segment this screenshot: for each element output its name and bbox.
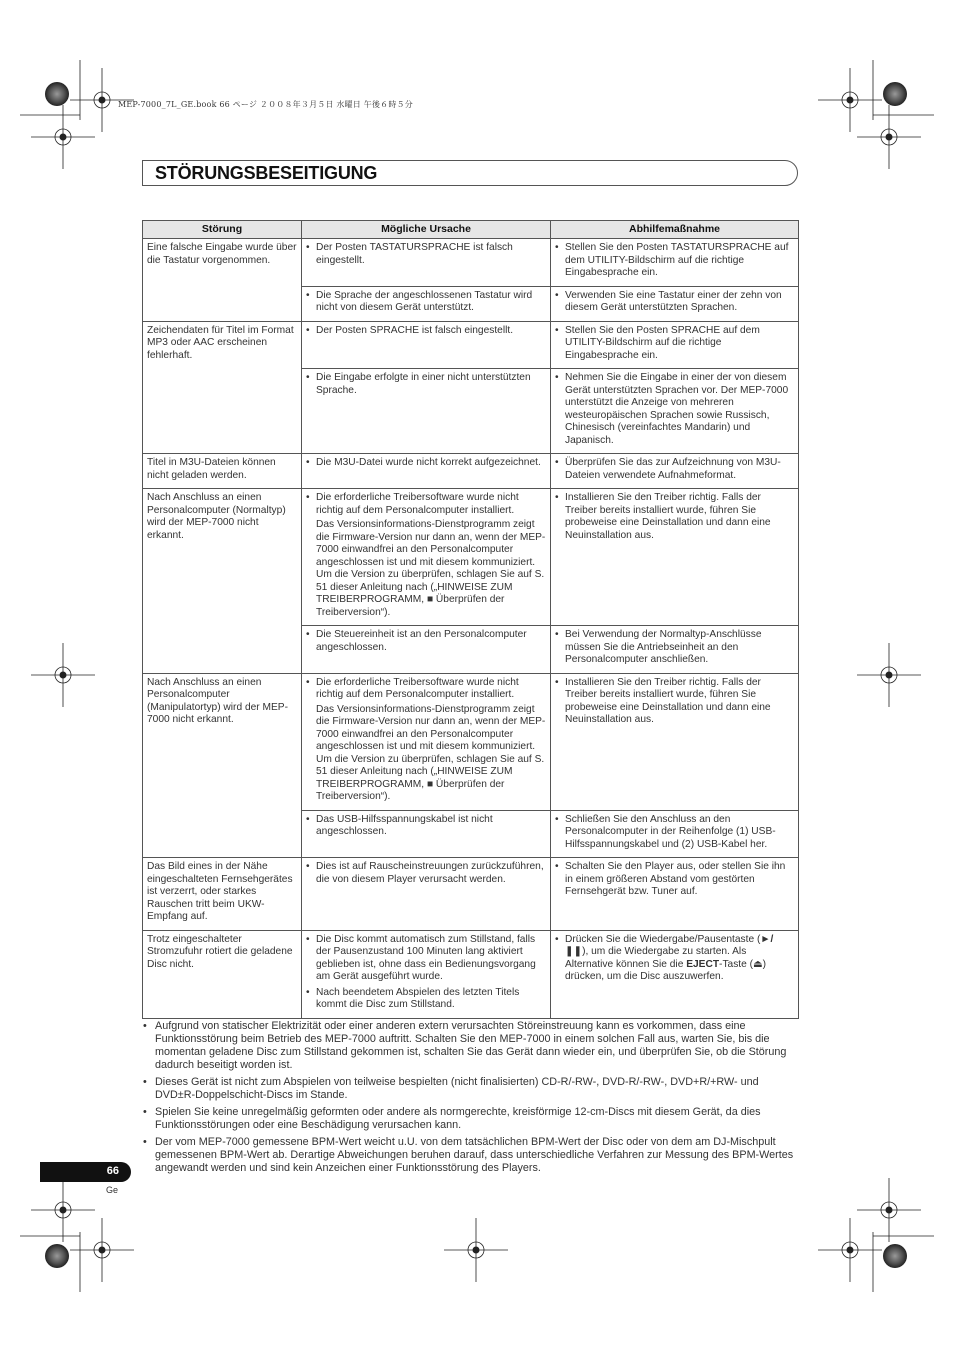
col-header-remedy: Abhilfemaßnahme: [551, 221, 799, 239]
cause-cell: [302, 369, 551, 454]
eject-key-label: EJECT: [686, 958, 720, 970]
remedy-text: -Taste (: [719, 958, 754, 970]
remedy-cell: [551, 858, 799, 931]
col-header-cause: Mögliche Ursache: [302, 221, 551, 239]
note-item: • Spielen Sie keine unregelmäßig geformten oder andere als normgerechte, kreisförmige 12-cm-Discs mit diesem Gerät, da dies Funktionsstörungen oder eine Beschädigung verursachen kann.: [142, 1106, 800, 1132]
remedy-cell: [551, 930, 799, 1018]
cause-cell: [302, 626, 551, 674]
eject-icon: ⏏: [753, 958, 763, 970]
remedy-item: • Stellen Sie den Posten SPRACHE auf dem UTILITY-Bildschirm auf die richtige Eingabesprache ein.: [555, 325, 794, 363]
cause-note: Das Versionsinformations-Dienstprogramm zeigt die Firmware-Version nur dann an, wenn der MEP-7000 einwandfrei an den Personalcomputer angeschlossen ist und mit diesem kommuniziert. Um die Version zu überprüfen, schlagen Sie auf S. 51 dieser Anleitung nach („HINWEISE ZUM TREIBERPROGRAMM, ■ Überprüfen der Treiberversion“).: [316, 519, 546, 618]
cause-item: • Der Posten SPRACHE ist falsch eingestellt.: [306, 325, 546, 338]
page-title: STÖRUNGSBESEITIGUNG: [155, 163, 378, 183]
remedy-text: Drücken Sie die Wiedergabe/Pausentaste (: [565, 933, 761, 945]
remedy-item: • Stellen Sie den Posten TASTATURSPRACHE auf dem UTILITY-Bildschirm auf die richtige Eingabesprache ein.: [555, 242, 794, 280]
problem-cell: Nach Anschluss an einen Personalcomputer (Normaltyp) wird der MEP-7000 nicht erkannt.: [143, 489, 302, 674]
remedy-item: [555, 934, 794, 984]
remedy-item: • Bei Verwendung der Normaltyp-Anschlüsse müssen Sie die Antriebseinheit an den Personalcomputer anschließen.: [555, 629, 794, 667]
problem-cell: Titel in M3U-Dateien können nicht geladen werden.: [143, 454, 302, 489]
cause-cell: [302, 858, 551, 931]
remedy-cell: [551, 673, 799, 810]
remedy-item: • Nehmen Sie die Eingabe in einer der von diesem Gerät unterstützten Sprachen vor. Der MEP-7000 unterstützt die Anzeige von mehreren westeuropäischen Sprachen sowie Russisch, Chinesisch (vereinfachtes Mandarin) und Japanisch.: [555, 372, 794, 447]
remedy-cell: [551, 286, 799, 321]
cause-item: • Die erforderliche Treibersoftware wurde nicht richtig auf dem Personalcomputer installiert.: [306, 492, 546, 517]
remedy-cell: [551, 810, 799, 858]
remedy-item: • Installieren Sie den Treiber richtig. Falls der Treiber bereits installiert wurde, führen Sie probeweise eine Deinstallation und dann eine Neuinstallation aus.: [555, 492, 794, 542]
table-row: [143, 489, 799, 626]
problem-cell: Das Bild eines in der Nähe eingeschalteten Fernsehgerätes ist verzerrt, oder starkes Rauschen tritt beim UKW-Empfang auf.: [143, 858, 302, 931]
remedy-text: ), um die Wiedergabe zu starten. Als Alternative können Sie die: [565, 946, 747, 970]
remedy-item: • Verwenden Sie eine Tastatur einer der zehn von diesem Gerät unterstützten Sprachen.: [555, 290, 794, 315]
remedy-cell: [551, 321, 799, 369]
table-header-row: [143, 221, 799, 239]
cause-item: • Nach beendetem Abspielen des letzten Titels kommt die Disc zum Stillstand.: [306, 987, 546, 1012]
note-item: • Der vom MEP-7000 gemessene BPM-Wert weicht u.U. von dem tatsächlichen BPM-Wert der Disc oder von dem am DJ-Mischpult gemessenen BPM-Wert ab. Derartige Abweichungen beruhen darauf, dass unterschiedliche Verfahren zur Messung des BPM-Wertes angewandt werden und sind kein Anzeichen einer Funktionsstörung des Players.: [142, 1136, 800, 1175]
col-header-problem: Störung: [143, 221, 302, 239]
problem-cell: Eine falsche Eingabe wurde über die Tastatur vorgenommen.: [143, 239, 302, 322]
cause-note: Das Versionsinformations-Dienstprogramm zeigt die Firmware-Version nur dann an, wenn der MEP-7000 einwandfrei an den Personalcomputer angeschlossen ist und mit diesem kommuniziert. Um die Version zu überprüfen, schlagen Sie auf S. 51 dieser Anleitung nach („HINWEISE ZUM TREIBERPROGRAMM, ■ Überprüfen der Treiberversion“).: [316, 703, 546, 802]
table-row: [143, 673, 799, 810]
page-number: 66: [106, 1165, 119, 1177]
cause-item: • Das USB-Hilfsspannungskabel ist nicht angeschlossen.: [306, 814, 546, 839]
table-row: [143, 930, 799, 1018]
cause-cell: [302, 489, 551, 626]
cause-cell: [302, 673, 551, 810]
cause-cell: [302, 930, 551, 1018]
remedy-item: • Überprüfen Sie das zur Aufzeichnung von M3U-Dateien verwendete Aufnahmeformat.: [555, 457, 794, 482]
cause-cell: [302, 810, 551, 858]
cause-cell: [302, 286, 551, 321]
note-item: • Aufgrund von statischer Elektrizität oder einer anderen extern verursachten Störeinstreuung kann es vorkommen, dass eine Funktionsstörung beim Betrieb des MEP-7000 auftritt. Schalten Sie den MEP-7000 in einem solchen Fall aus, warten Sie, bis die momentan geladene Disc zum Stillstand gekommen ist, schalten Sie das Gerät dann wieder ein, und überprüfen Sie, ob die Störung dadurch beseitigt worden ist.: [142, 1020, 800, 1072]
remedy-item: • Schalten Sie den Player aus, oder stellen Sie ihn in einem größeren Abstand vom gestörten Fernsehgerät bzw. Tuner auf.: [555, 861, 794, 899]
section-title-bar: [142, 160, 798, 186]
cause-item: • Die Disc kommt automatisch zum Stillstand, falls der Pausenzustand 100 Minuten lang aktiviert geblieben ist, ohne dass ein Bedienungsvorgang am Gerät ausgeführt wurde.: [306, 934, 546, 984]
notes-section: [142, 1020, 800, 1179]
table-row: [143, 239, 799, 287]
play-pause-symbol: ►/❚❚: [565, 933, 774, 957]
cause-item: • Die Sprache der angeschlossenen Tastatur wird nicht von diesem Gerät unterstützt.: [306, 290, 546, 315]
language-code: Ge: [106, 1185, 119, 1195]
problem-cell: Zeichendaten für Titel im Format MP3 oder AAC erscheinen fehlerhaft.: [143, 321, 302, 454]
remedy-cell: [551, 239, 799, 287]
cause-item: • Die Eingabe erfolgte in einer nicht unterstützten Sprache.: [306, 372, 546, 397]
remedy-text: ) drücken, um die Disc auszuwerfen.: [565, 958, 767, 982]
cause-item: • Der Posten TASTATURSPRACHE ist falsch eingestellt.: [306, 242, 546, 267]
remedy-item: • Schließen Sie den Anschluss an den Personalcomputer in der Reihenfolge (1) USB-Hilfsspannungskabel und (2) USB-Kabel her.: [555, 814, 794, 852]
table-row: [143, 858, 799, 931]
remedy-cell: [551, 369, 799, 454]
print-header-info: MEP-7000_7L_GE.book 66 ページ ２００８年３月５日 水曜日 午後６時５分: [118, 100, 413, 109]
table-row: [143, 321, 799, 369]
cause-cell: [302, 321, 551, 369]
cause-item: • Die M3U-Datei wurde nicht korrekt aufgezeichnet.: [306, 457, 546, 470]
remedy-cell: [551, 626, 799, 674]
cause-cell: [302, 454, 551, 489]
cause-item: • Die Steuereinheit ist an den Personalcomputer angeschlossen.: [306, 629, 546, 654]
problem-cell: Trotz eingeschalteter Stromzufuhr rotiert die geladene Disc nicht.: [143, 930, 302, 1018]
page-number-tab: [40, 1162, 131, 1182]
remedy-cell: [551, 454, 799, 489]
table-row: [143, 454, 799, 489]
remedy-cell: [551, 489, 799, 626]
note-item: • Dieses Gerät ist nicht zum Abspielen von teilweise bespielten (nicht finalisierten) CD-R/-RW-, DVD-R/-RW-, DVD+R/+RW- und DVD±R-Doppelschicht-Discs im Stande.: [142, 1076, 800, 1102]
problem-cell: Nach Anschluss an einen Personalcomputer (Manipulatortyp) wird der MEP-7000 nicht erkannt.: [143, 673, 302, 858]
remedy-item: • Installieren Sie den Treiber richtig. Falls der Treiber bereits installiert wurde, führen Sie probeweise eine Deinstallation und dann eine Neuinstallation aus.: [555, 677, 794, 727]
cause-cell: [302, 239, 551, 287]
cause-item: • Dies ist auf Rauscheinstreuungen zurückzuführen, die von diesem Player verursacht werden.: [306, 861, 546, 886]
troubleshooting-table: [142, 220, 799, 1019]
cause-item: • Die erforderliche Treibersoftware wurde nicht richtig auf dem Personalcomputer installiert.: [306, 677, 546, 702]
